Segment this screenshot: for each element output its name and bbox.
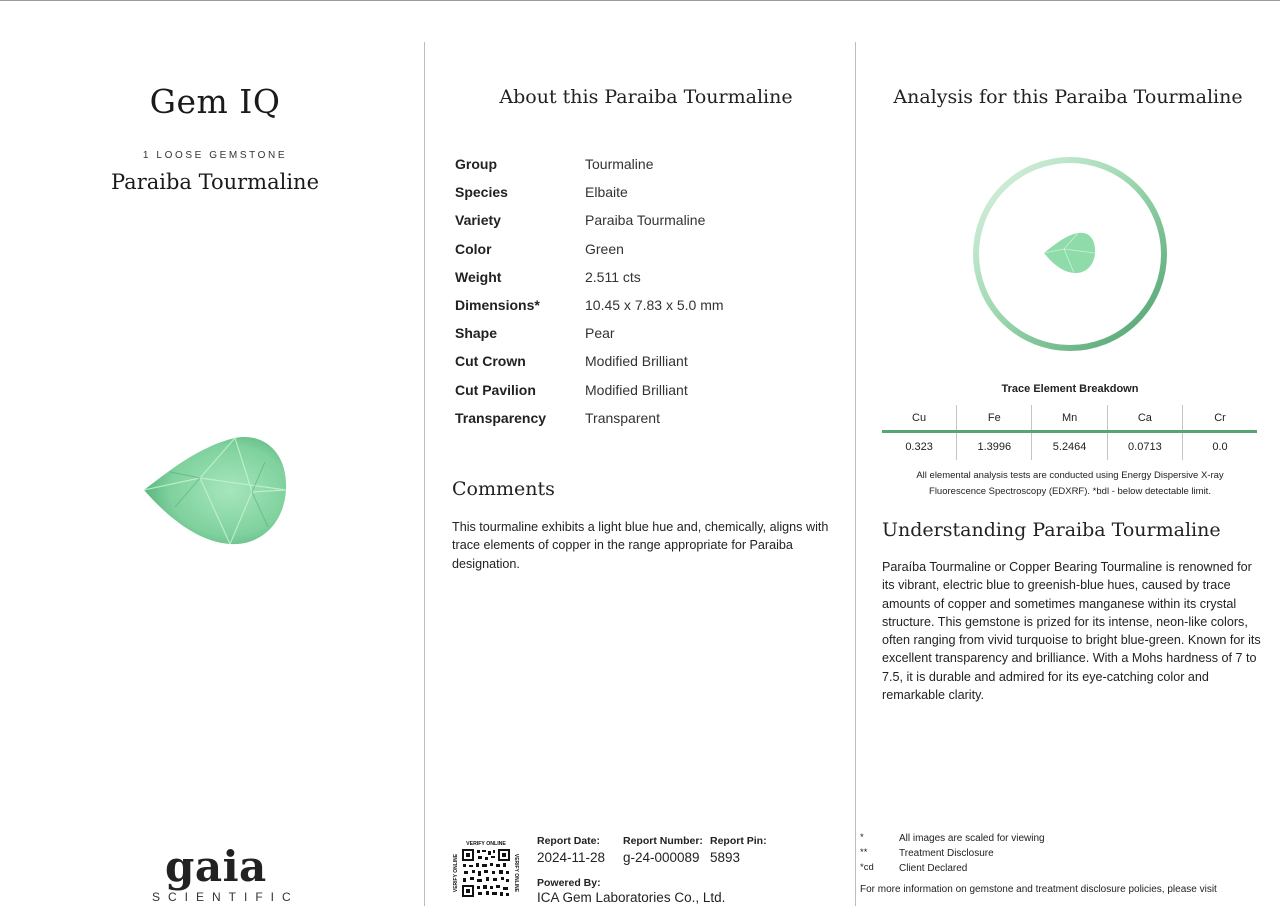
- spec-label: Variety: [455, 212, 501, 229]
- spec-row: [455, 319, 724, 347]
- spec-label: Color: [455, 240, 492, 257]
- understanding-title: Understanding Paraiba Tourmaline: [882, 519, 1221, 541]
- spec-value: Elbaite: [585, 184, 628, 201]
- gaia-logo-subtext: SCIENTIFIC: [152, 890, 299, 904]
- report-date: 2024-11-28: [537, 850, 606, 865]
- spec-label: Cut Crown: [455, 353, 526, 370]
- trace-element-symbol: Mn: [1032, 405, 1107, 432]
- spec-label: Weight: [455, 268, 502, 285]
- trace-element-value: 0.323: [882, 432, 957, 461]
- trace-element-table: [882, 405, 1257, 460]
- about-title: About this Paraiba Tourmaline: [499, 86, 793, 108]
- gem-count: 1 LOOSE GEMSTONE: [142, 150, 288, 161]
- note-symbol: *cd: [860, 862, 874, 873]
- trace-analysis-note: All elemental analysis tests are conducted using Energy Dispersive X-ray Fluorescence Spectroscopy (EDXRF). *bdl - below detectable limit.: [916, 470, 1224, 497]
- report-date-label: Report Date:: [537, 835, 601, 847]
- verify-online-label-right: VERIFY ONLINE: [513, 853, 519, 893]
- comments-title: Comments: [452, 478, 555, 500]
- spec-value: Transparent: [585, 409, 660, 426]
- top-border: [0, 0, 1280, 1]
- note-text: Treatment Disclosure: [899, 848, 994, 859]
- trace-element-symbol: Cr: [1183, 405, 1257, 432]
- trace-element-value: 1.3996: [957, 432, 1032, 461]
- spec-value: Paraiba Tourmaline: [585, 212, 706, 229]
- powered-by-lab: ICA Gem Laboratories Co., Ltd.: [537, 890, 726, 905]
- understanding-text: Paraíba Tourmaline or Copper Bearing Tourmaline is renowned for its vibrant, electric blue to greenish-blue hues, caused by trace amounts of copper and sometimes manganese within its crystal structure. This gemstone is prized for its intense, neon-like colors, often ranging from vivid turquoise to bright blue-green. Known for its excellent transparency and brilliance. With a Mohs hardness of 7 to 7.5, it is durable and admired for its eye-catching color and remarkable clarity.: [882, 560, 1261, 703]
- spec-value: Modified Brilliant: [585, 381, 688, 398]
- trace-element-title: Trace Element Breakdown: [1001, 383, 1139, 395]
- column-divider-right: [855, 42, 856, 906]
- spec-row: [455, 263, 724, 291]
- spec-row: [455, 376, 724, 404]
- footer-info-text: For more information on gemstone and treatment disclosure policies, please visit: [860, 884, 1217, 895]
- comments-text: This tourmaline exhibits a light blue hue and, chemically, aligns with trace elements of copper in the range appropriate for Paraiba designation.: [452, 520, 829, 571]
- trace-element-value: 0.0: [1212, 440, 1228, 453]
- gemstone-image: [140, 432, 290, 552]
- powered-by-label: Powered By:: [537, 877, 601, 889]
- spec-value: Modified Brilliant: [585, 353, 688, 370]
- note-text: All images are scaled for viewing: [899, 833, 1045, 844]
- note-text: Client Declared: [899, 863, 968, 874]
- note-symbol: **: [860, 847, 868, 858]
- trace-element-value: 5.2464: [1032, 432, 1107, 461]
- gem-spec-table: [455, 150, 724, 432]
- trace-element-symbol: Cu: [882, 405, 957, 432]
- spec-label: Cut Pavilion: [455, 381, 536, 398]
- spec-row: [455, 347, 724, 375]
- spec-row: [455, 404, 724, 432]
- brand-title: Gem IQ: [149, 82, 281, 121]
- qr-code[interactable]: [448, 840, 524, 900]
- spec-row: [455, 150, 724, 178]
- spec-value: Green: [585, 240, 624, 257]
- report-pin-label: Report Pin:: [710, 835, 767, 847]
- spec-label: Species: [455, 184, 508, 201]
- spec-label: Shape: [455, 325, 498, 342]
- spec-label: Group: [455, 156, 497, 173]
- spec-row: [455, 291, 724, 319]
- spec-value: 2.511 cts: [585, 268, 641, 285]
- spec-value: Pear: [585, 325, 615, 342]
- spec-value: 10.45 x 7.83 x 5.0 mm: [585, 297, 724, 314]
- note-symbol: *: [860, 832, 864, 843]
- report-number: g-24-000089: [623, 850, 700, 865]
- spec-row: [455, 178, 724, 206]
- spec-label: Dimensions*: [455, 297, 540, 314]
- report-pin: 5893: [710, 850, 741, 865]
- gem-name: Paraiba Tourmaline: [110, 170, 320, 194]
- gaia-logo: gaia: [165, 842, 267, 891]
- report-number-label: Report Number:: [623, 835, 703, 847]
- spec-row: [455, 206, 724, 234]
- gemstone-thumbnail: [1042, 231, 1098, 275]
- verify-online-label: VERIFY ONLINE: [466, 841, 506, 847]
- spec-label: Transparency: [455, 409, 547, 426]
- trace-element-symbol: Fe: [957, 405, 1032, 432]
- trace-element-value: 0.0713: [1107, 432, 1182, 461]
- spec-value: Tourmaline: [585, 156, 654, 173]
- verify-online-label-left: VERIFY ONLINE: [453, 853, 459, 893]
- spec-row: [455, 235, 724, 263]
- trace-element-symbol: Ca: [1107, 405, 1182, 432]
- analysis-title: Analysis for this Paraiba Tourmaline: [893, 86, 1243, 108]
